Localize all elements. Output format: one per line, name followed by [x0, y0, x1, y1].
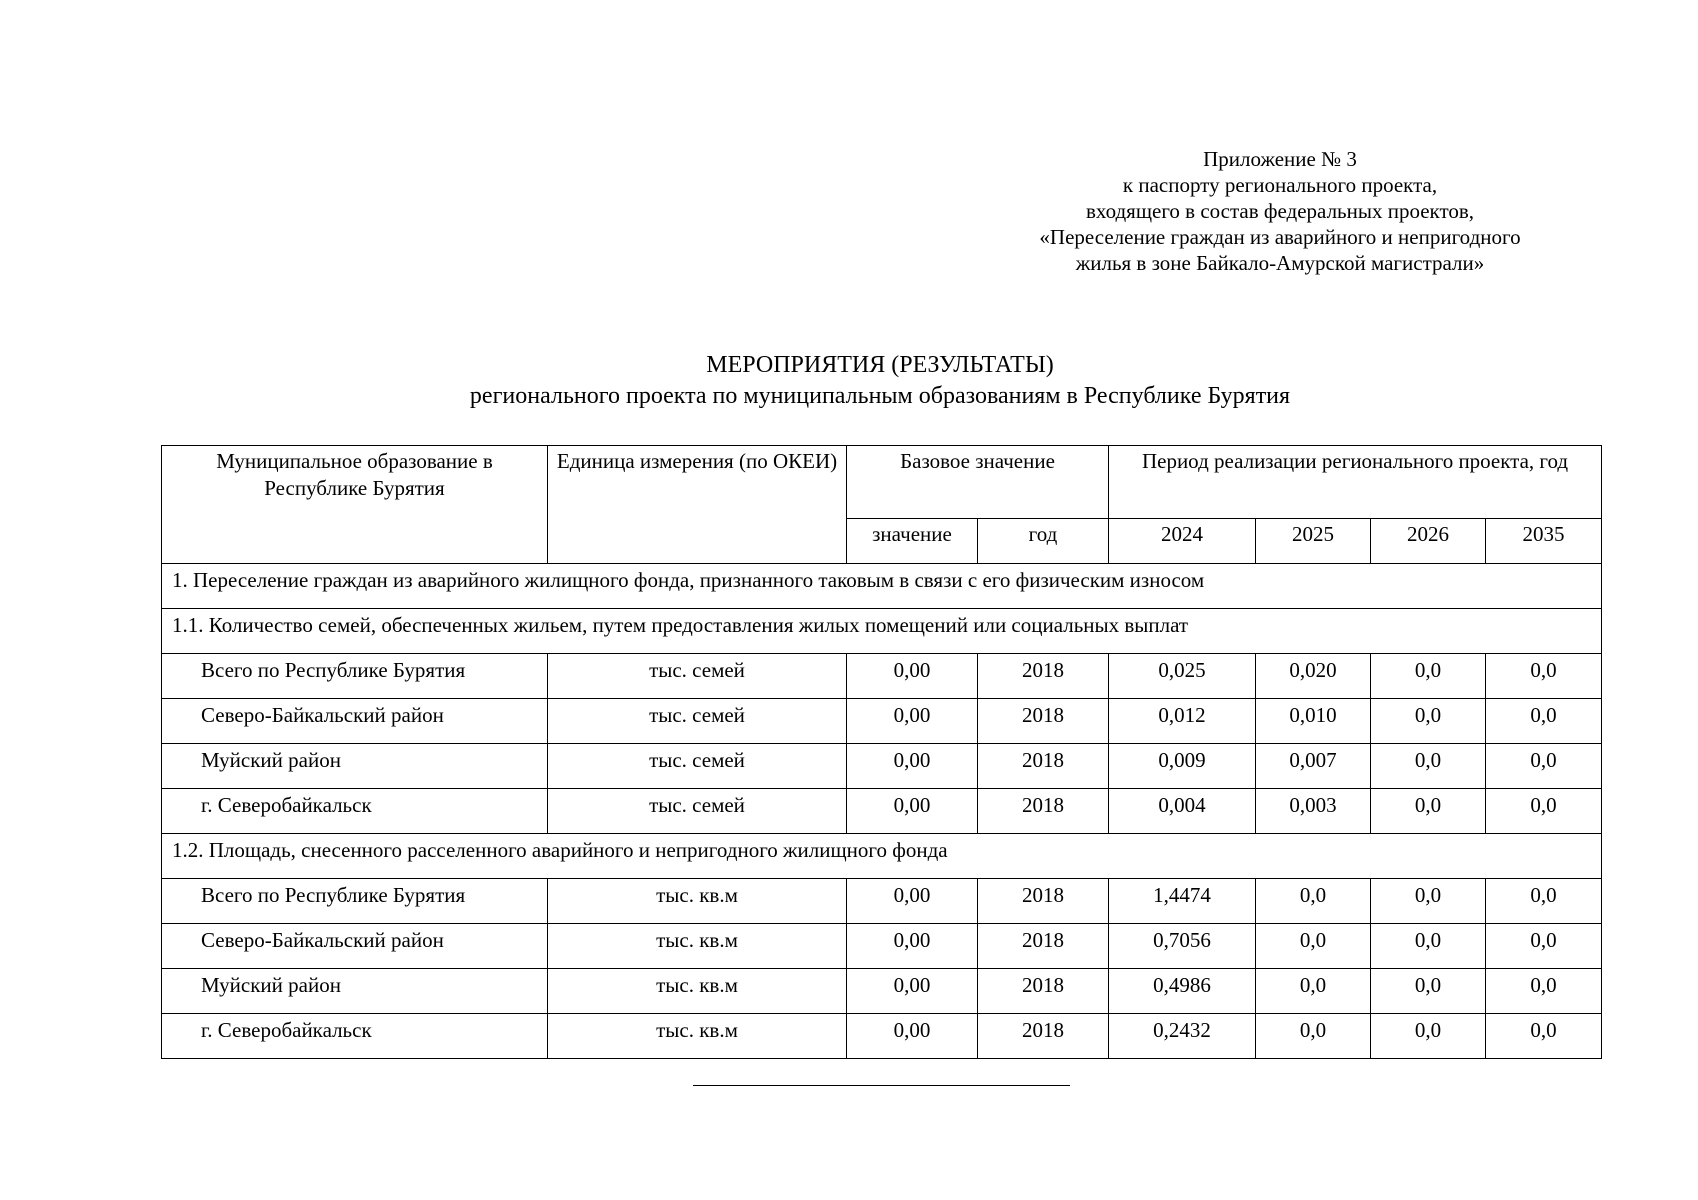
cell-name: Всего по Республике Бурятия [162, 654, 548, 699]
subsection-row [162, 609, 1602, 654]
document-title-main: МЕРОПРИЯТИЯ (РЕЗУЛЬТАТЫ) [706, 352, 1054, 378]
cell-name: Муйский район [162, 969, 548, 1014]
header-municipality: Муниципальное образование в Республике Бурятия [162, 446, 548, 564]
appendix-line: «Переселение граждан из аварийного и непригодного [1039, 225, 1521, 249]
header-base-value: значение [847, 519, 978, 564]
cell-v2026: 0,0 [1371, 789, 1486, 834]
cell-v2024: 0,025 [1109, 654, 1256, 699]
cell-v2025: 0,0 [1256, 879, 1371, 924]
header-year-2024: 2024 [1109, 519, 1256, 564]
cell-v2026: 0,0 [1371, 924, 1486, 969]
document-title-subtitle: регионального проекта по муниципальным образованиям в Республике Бурятия [469, 383, 1291, 409]
header-year-2035: 2035 [1486, 519, 1602, 564]
cell-base-year: 2018 [978, 789, 1109, 834]
cell-v2025: 0,0 [1256, 1014, 1371, 1059]
cell-unit: тыс. семей [548, 789, 847, 834]
results-table [161, 445, 1602, 1059]
cell-v2026: 0,0 [1371, 879, 1486, 924]
cell-v2024: 0,004 [1109, 789, 1256, 834]
table-row [162, 744, 1602, 789]
appendix-line: Приложение № 3 [1203, 147, 1357, 171]
cell-v2024: 0,009 [1109, 744, 1256, 789]
subsection-row [162, 834, 1602, 879]
table-row [162, 969, 1602, 1014]
cell-unit: тыс. семей [548, 654, 847, 699]
cell-name: Северо-Байкальский район [162, 924, 548, 969]
cell-v2035: 0,0 [1486, 879, 1602, 924]
table-header [162, 446, 1602, 564]
table-row [162, 699, 1602, 744]
cell-base-year: 2018 [978, 699, 1109, 744]
cell-base-year: 2018 [978, 744, 1109, 789]
cell-unit: тыс. семей [548, 744, 847, 789]
cell-unit: тыс. кв.м [548, 924, 847, 969]
cell-base-year: 2018 [978, 654, 1109, 699]
cell-base-value: 0,00 [847, 789, 978, 834]
cell-v2035: 0,0 [1486, 789, 1602, 834]
cell-v2035: 0,0 [1486, 744, 1602, 789]
header-row [162, 446, 1602, 519]
table-row [162, 879, 1602, 924]
cell-v2024: 0,2432 [1109, 1014, 1256, 1059]
cell-unit: тыс. кв.м [548, 969, 847, 1014]
cell-v2025: 0,010 [1256, 699, 1371, 744]
cell-v2024: 0,7056 [1109, 924, 1256, 969]
header-year-2026: 2026 [1371, 519, 1486, 564]
separator-line [693, 1085, 1070, 1086]
cell-base-year: 2018 [978, 879, 1109, 924]
cell-base-value: 0,00 [847, 924, 978, 969]
appendix-line: к паспорту регионального проекта, [1122, 173, 1438, 197]
table-row [162, 654, 1602, 699]
cell-v2035: 0,0 [1486, 654, 1602, 699]
cell-v2026: 0,0 [1371, 1014, 1486, 1059]
appendix-header [980, 146, 1580, 276]
cell-v2025: 0,0 [1256, 969, 1371, 1014]
cell-base-value: 0,00 [847, 654, 978, 699]
header-base-year: год [978, 519, 1109, 564]
cell-v2035: 0,0 [1486, 924, 1602, 969]
cell-name: г. Северобайкальск [162, 1014, 548, 1059]
cell-v2024: 0,012 [1109, 699, 1256, 744]
cell-base-value: 0,00 [847, 699, 978, 744]
header-year-2025: 2025 [1256, 519, 1371, 564]
document-title [160, 350, 1600, 412]
table-row [162, 789, 1602, 834]
cell-v2026: 0,0 [1371, 969, 1486, 1014]
cell-name: Северо-Байкальский район [162, 699, 548, 744]
cell-base-value: 0,00 [847, 744, 978, 789]
cell-base-value: 0,00 [847, 1014, 978, 1059]
cell-name: Всего по Республике Бурятия [162, 879, 548, 924]
appendix-line: входящего в состав федеральных проектов, [1085, 199, 1475, 223]
cell-v2025: 0,020 [1256, 654, 1371, 699]
cell-v2024: 0,4986 [1109, 969, 1256, 1014]
subsection-title: 1.1. Количество семей, обеспеченных жильем, путем предоставления жилых помещений или социальных выплат [162, 609, 1602, 654]
cell-v2026: 0,0 [1371, 699, 1486, 744]
cell-v2026: 0,0 [1371, 654, 1486, 699]
cell-base-year: 2018 [978, 924, 1109, 969]
cell-v2025: 0,003 [1256, 789, 1371, 834]
cell-v2025: 0,0 [1256, 924, 1371, 969]
cell-base-value: 0,00 [847, 879, 978, 924]
subsection-title: 1.2. Площадь, снесенного расселенного аварийного и непригодного жилищного фонда [162, 834, 1602, 879]
section-row [162, 564, 1602, 609]
cell-base-year: 2018 [978, 1014, 1109, 1059]
cell-v2024: 1,4474 [1109, 879, 1256, 924]
cell-v2025: 0,007 [1256, 744, 1371, 789]
cell-name: г. Северобайкальск [162, 789, 548, 834]
header-period: Период реализации регионального проекта, год [1109, 446, 1602, 519]
cell-unit: тыс. кв.м [548, 879, 847, 924]
header-base: Базовое значение [847, 446, 1109, 519]
table-row [162, 1014, 1602, 1059]
cell-base-year: 2018 [978, 969, 1109, 1014]
table-row [162, 924, 1602, 969]
cell-name: Муйский район [162, 744, 548, 789]
appendix-line: жилья в зоне Байкало-Амурской магистрали» [1075, 251, 1485, 275]
cell-v2035: 0,0 [1486, 1014, 1602, 1059]
cell-v2035: 0,0 [1486, 969, 1602, 1014]
table-body [162, 564, 1602, 1059]
cell-v2026: 0,0 [1371, 744, 1486, 789]
cell-base-value: 0,00 [847, 969, 978, 1014]
cell-unit: тыс. кв.м [548, 1014, 847, 1059]
cell-unit: тыс. семей [548, 699, 847, 744]
cell-v2035: 0,0 [1486, 699, 1602, 744]
header-unit: Единица измерения (по ОКЕИ) [548, 446, 847, 564]
section-title: 1. Переселение граждан из аварийного жилищного фонда, признанного таковым в связи с его физическим износом [162, 564, 1602, 609]
